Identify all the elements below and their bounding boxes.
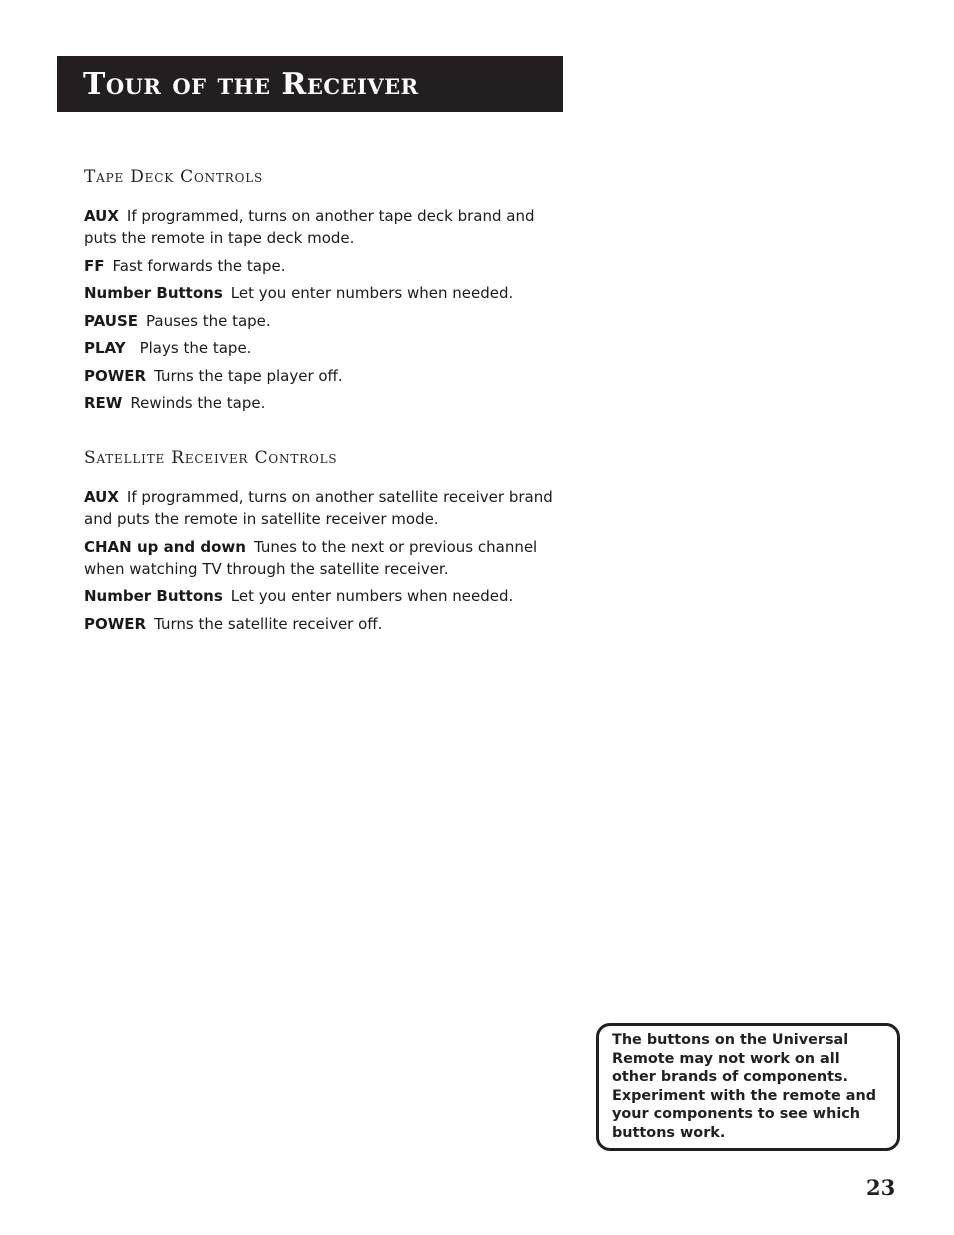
tape-entry-rew [84, 392, 554, 414]
entry-term: FF [84, 256, 105, 275]
entry-term: AUX [84, 207, 119, 225]
entry-description: If programmed, turns on another tape deck brand and puts the remote in tape deck mode. [84, 207, 535, 247]
entry-description: If programmed, turns on another satellite receiver brand and puts the remote in satellite receiver mode. [84, 488, 553, 528]
entry-term: Number Buttons [84, 284, 223, 302]
entry-term: REW [84, 394, 123, 412]
satellite-entry-number-buttons [84, 585, 554, 607]
entry-term: Number Buttons [84, 587, 223, 605]
tape-entry-pause [84, 310, 554, 332]
tape-entry-power [84, 365, 554, 387]
entry-description: Rewinds the tape. [130, 394, 266, 412]
entry-description: Turns the satellite receiver off. [154, 614, 383, 633]
satellite-entry-aux [84, 486, 554, 530]
entry-term: AUX [84, 488, 119, 506]
entry-description: Plays the tape. [139, 339, 252, 357]
entry-description: Pauses the tape. [146, 311, 271, 330]
entry-description: Let you enter numbers when needed. [230, 284, 514, 302]
satellite-heading: Satellite Receiver Controls [84, 448, 338, 468]
tape-deck-section [84, 166, 554, 420]
entry-description: Fast forwards the tape. [112, 256, 286, 275]
entry-term: PLAY [84, 339, 126, 357]
note-box [596, 1023, 900, 1151]
tape-entry-play [84, 337, 554, 359]
entry-term: POWER [84, 614, 147, 633]
entry-description: Tunes to the next or previous channel when watching TV through the satellite receiver. [84, 537, 538, 578]
tape-entry-ff [84, 255, 554, 277]
entry-description: Let you enter numbers when needed. [230, 587, 514, 605]
page-title: Tour of the Receiver [83, 67, 419, 102]
satellite-section [84, 447, 554, 640]
tape-entry-aux [84, 205, 554, 249]
tape-entry-number-buttons [84, 282, 554, 304]
page-title-bar [57, 56, 563, 112]
tape-deck-entries [84, 205, 554, 414]
entry-description: Turns the tape player off. [154, 366, 343, 385]
page-number: 23 [866, 1175, 896, 1200]
satellite-entries [84, 486, 554, 635]
satellite-entry-power [84, 613, 554, 635]
tape-deck-heading: Tape Deck Controls [84, 167, 263, 187]
entry-term: POWER [84, 366, 147, 385]
satellite-entry-chan [84, 536, 554, 580]
entry-term: CHAN up and down [84, 537, 246, 556]
entry-term: PAUSE [84, 311, 138, 330]
note-text: The buttons on the Universal Remote may not work on all other brands of components. Experiment with the remote and your components to see which buttons work. [612, 1032, 876, 1141]
